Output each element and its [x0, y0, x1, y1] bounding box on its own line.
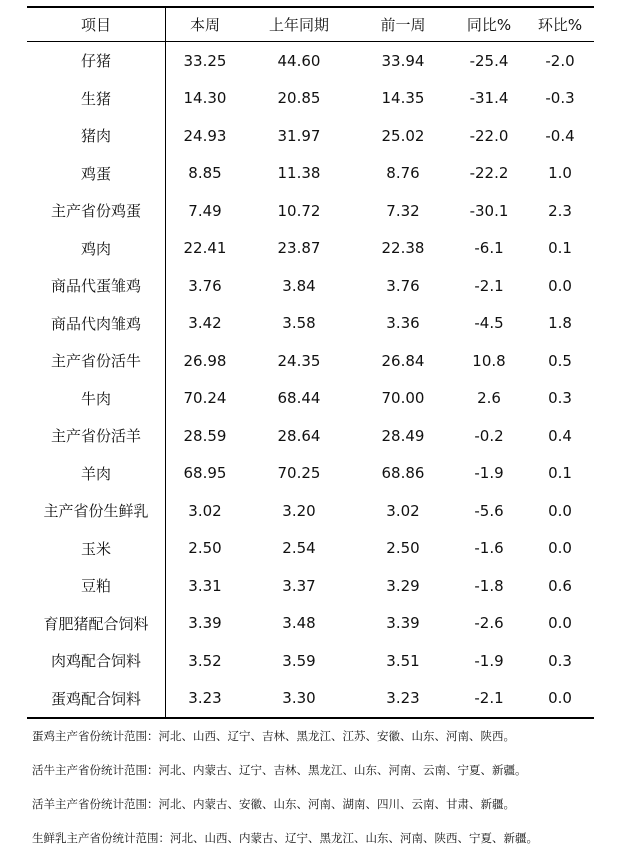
cell-prev-week: 68.86 — [381, 464, 425, 483]
cell-item: 生猪 — [27, 80, 166, 118]
cell-yoy: -22.2 — [469, 164, 509, 183]
cell-item: 玉米 — [27, 530, 166, 568]
cell-mom: 0.0 — [548, 539, 572, 558]
table-row — [27, 492, 594, 530]
cell-prev-week: 7.32 — [386, 201, 420, 220]
cell-yoy: -31.4 — [469, 89, 509, 108]
cell-this-week: 3.39 — [188, 614, 222, 633]
table-row — [27, 42, 594, 80]
cell-last-year: 20.85 — [277, 89, 321, 108]
cell-item: 主产省份鸡蛋 — [27, 192, 166, 230]
cell-this-week: 28.59 — [183, 426, 227, 445]
cell-yoy: -4.5 — [474, 314, 504, 333]
cell-this-week: 70.24 — [183, 389, 227, 408]
table-row — [27, 305, 594, 343]
cell-last-year: 31.97 — [277, 126, 321, 145]
cell-mom: 0.1 — [548, 239, 572, 258]
cell-this-week: 3.02 — [188, 501, 222, 520]
cell-yoy: -1.9 — [474, 651, 504, 670]
cell-mom: -2.0 — [545, 51, 575, 70]
cell-this-week: 3.42 — [188, 314, 222, 333]
header-last-year: 上年同期 — [244, 7, 354, 42]
cell-last-year: 68.44 — [277, 389, 321, 408]
cell-item: 主产省份活牛 — [27, 342, 166, 380]
cell-last-year: 3.58 — [282, 314, 316, 333]
cell-item: 主产省份活羊 — [27, 417, 166, 455]
cell-this-week: 68.95 — [183, 464, 227, 483]
cell-prev-week: 33.94 — [381, 51, 425, 70]
cell-item: 仔猪 — [27, 42, 166, 80]
cell-mom: 2.3 — [548, 201, 572, 220]
cell-last-year: 3.84 — [282, 276, 316, 295]
cell-yoy: -1.6 — [474, 539, 504, 558]
cell-last-year: 3.30 — [244, 680, 354, 719]
cell-item: 商品代肉雏鸡 — [27, 305, 166, 343]
footnote: 活羊主产省份统计范围：河北、内蒙古、安徽、山东、河南、湖南、四川、云南、甘肃、新疆。 — [32, 797, 515, 811]
cell-yoy: -1.9 — [474, 464, 504, 483]
cell-prev-week: 3.29 — [386, 576, 420, 595]
table-row — [27, 380, 594, 418]
header-mom: 环比% — [526, 7, 594, 42]
cell-item: 鸡蛋 — [27, 155, 166, 193]
cell-yoy: -0.2 — [474, 426, 504, 445]
table-row — [27, 117, 594, 155]
cell-prev-week: 3.36 — [386, 314, 420, 333]
cell-prev-week: 3.51 — [386, 651, 420, 670]
footnote: 蛋鸡主产省份统计范围：河北、山西、辽宁、吉林、黑龙江、江苏、安徽、山东、河南、陕西。 — [32, 729, 515, 743]
cell-last-year: 44.60 — [277, 51, 321, 70]
header-prev-week: 前一周 — [354, 7, 452, 42]
cell-last-year: 70.25 — [277, 464, 321, 483]
cell-mom: 1.8 — [548, 314, 572, 333]
table-row — [27, 605, 594, 643]
cell-item: 牛肉 — [27, 380, 166, 418]
cell-last-year: 10.72 — [277, 201, 321, 220]
cell-last-year: 23.87 — [277, 239, 321, 258]
cell-yoy: -25.4 — [469, 51, 509, 70]
cell-mom: 0.3 — [548, 651, 572, 670]
cell-yoy: -5.6 — [474, 501, 504, 520]
cell-item: 羊肉 — [27, 455, 166, 493]
cell-mom: 0.0 — [548, 501, 572, 520]
cell-mom: 1.0 — [548, 164, 572, 183]
cell-prev-week: 3.39 — [386, 614, 420, 633]
cell-this-week: 3.31 — [188, 576, 222, 595]
cell-last-year: 3.20 — [282, 501, 316, 520]
cell-prev-week: 3.76 — [386, 276, 420, 295]
cell-this-week: 3.23 — [166, 680, 245, 719]
cell-prev-week: 3.23 — [354, 680, 452, 719]
cell-mom: 0.6 — [548, 576, 572, 595]
table-body — [27, 42, 594, 719]
cell-this-week: 24.93 — [183, 126, 227, 145]
cell-yoy: -2.1 — [474, 276, 504, 295]
cell-this-week: 3.76 — [188, 276, 222, 295]
table-row — [27, 192, 594, 230]
cell-prev-week: 14.35 — [381, 89, 425, 108]
header-yoy: 同比% — [452, 7, 526, 42]
cell-prev-week: 26.84 — [381, 351, 425, 370]
table-row — [27, 680, 594, 719]
cell-this-week: 33.25 — [183, 51, 227, 70]
table-row — [27, 155, 594, 193]
cell-this-week: 2.50 — [188, 539, 222, 558]
cell-yoy: -1.8 — [474, 576, 504, 595]
cell-mom: 0.0 — [526, 680, 594, 719]
cell-prev-week: 2.50 — [386, 539, 420, 558]
table-row — [27, 230, 594, 268]
table-row — [27, 530, 594, 568]
cell-last-year: 3.59 — [282, 651, 316, 670]
cell-prev-week: 25.02 — [381, 126, 425, 145]
cell-item: 育肥猪配合饲料 — [27, 605, 166, 643]
cell-this-week: 3.52 — [188, 651, 222, 670]
table-header-row — [27, 7, 594, 42]
cell-this-week: 14.30 — [183, 89, 227, 108]
cell-last-year: 3.48 — [282, 614, 316, 633]
cell-prev-week: 3.02 — [386, 501, 420, 520]
cell-this-week: 7.49 — [188, 201, 222, 220]
price-table — [27, 6, 594, 719]
cell-prev-week: 8.76 — [386, 164, 420, 183]
table-row — [27, 80, 594, 118]
table-row — [27, 455, 594, 493]
cell-this-week: 26.98 — [183, 351, 227, 370]
table-row — [27, 267, 594, 305]
cell-mom: -0.3 — [545, 89, 575, 108]
cell-mom: 0.1 — [548, 464, 572, 483]
cell-item: 豆粕 — [27, 567, 166, 605]
cell-yoy: -22.0 — [469, 126, 509, 145]
cell-item: 商品代蛋雏鸡 — [27, 267, 166, 305]
cell-last-year: 11.38 — [277, 164, 321, 183]
cell-prev-week: 22.38 — [381, 239, 425, 258]
table-row — [27, 642, 594, 680]
footnotes — [32, 726, 602, 862]
table-row — [27, 417, 594, 455]
cell-prev-week: 28.49 — [381, 426, 425, 445]
cell-item: 肉鸡配合饲料 — [27, 642, 166, 680]
cell-mom: 0.4 — [548, 426, 572, 445]
cell-item: 猪肉 — [27, 117, 166, 155]
cell-yoy: 2.6 — [477, 389, 501, 408]
cell-mom: 0.0 — [548, 614, 572, 633]
cell-last-year: 28.64 — [277, 426, 321, 445]
cell-yoy: -6.1 — [474, 239, 504, 258]
cell-item: 鸡肉 — [27, 230, 166, 268]
cell-mom: 0.0 — [548, 276, 572, 295]
cell-yoy: -2.1 — [452, 680, 526, 719]
table-row — [27, 567, 594, 605]
cell-item: 主产省份生鲜乳 — [27, 492, 166, 530]
header-item: 项目 — [27, 7, 166, 42]
cell-last-year: 2.54 — [282, 539, 316, 558]
cell-yoy: 10.8 — [472, 351, 506, 370]
cell-yoy: -2.6 — [474, 614, 504, 633]
cell-mom: 0.5 — [548, 351, 572, 370]
cell-this-week: 22.41 — [183, 239, 227, 258]
cell-mom: 0.3 — [548, 389, 572, 408]
cell-item: 蛋鸡配合饲料 — [27, 680, 166, 719]
cell-yoy: -30.1 — [469, 201, 509, 220]
price-table-container — [27, 6, 593, 719]
footnote: 活牛主产省份统计范围：河北、内蒙古、辽宁、吉林、黑龙江、山东、河南、云南、宁夏、新疆。 — [32, 763, 527, 777]
header-this-week: 本周 — [166, 7, 245, 42]
footnote: 生鲜乳主产省份统计范围：河北、山西、内蒙古、辽宁、黑龙江、山东、河南、陕西、宁夏、新疆。 — [32, 831, 538, 845]
cell-last-year: 24.35 — [277, 351, 321, 370]
cell-this-week: 8.85 — [188, 164, 222, 183]
table-row — [27, 342, 594, 380]
cell-last-year: 3.37 — [282, 576, 316, 595]
cell-mom: -0.4 — [545, 126, 575, 145]
cell-prev-week: 70.00 — [381, 389, 425, 408]
